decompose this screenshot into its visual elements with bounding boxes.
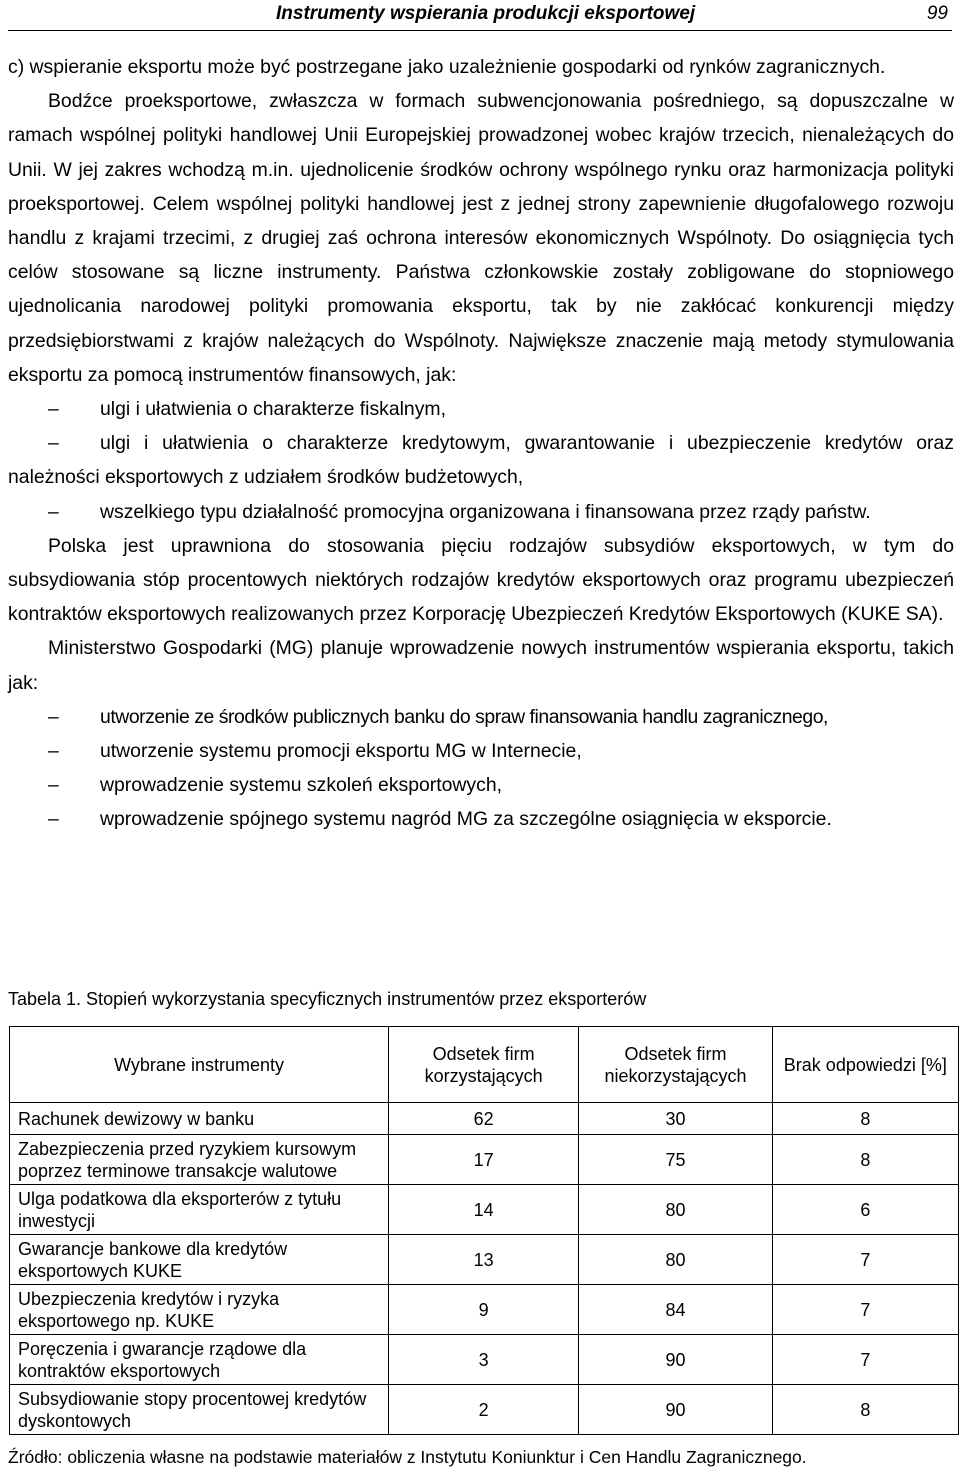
- table-row: [10, 1235, 959, 1285]
- table-row: [10, 1185, 959, 1235]
- column-header: Odsetek firm korzystających: [389, 1027, 579, 1103]
- page-number: 99: [926, 3, 948, 24]
- value-cell: 17: [389, 1135, 579, 1185]
- value-cell: 6: [772, 1185, 958, 1235]
- dash-bullet: –: [48, 398, 59, 421]
- value-cell: 8: [772, 1385, 958, 1435]
- value-cell: 90: [579, 1385, 772, 1435]
- value-cell: 7: [772, 1235, 958, 1285]
- bullet-item: [8, 392, 954, 426]
- table-header-row: [10, 1027, 959, 1103]
- column-header: Wybrane instrumenty: [10, 1027, 389, 1103]
- bullet-text: ulgi i ułatwienia o charakterze fiskalnym,: [100, 398, 446, 421]
- bullet-text: ulgi i ułatwienia o charakterze kredytowym, gwarantowanie i ubezpieczenie kredytów oraz należności eksportowych z udziałem środków budżetowych,: [8, 432, 954, 489]
- paragraph: c) wspieranie eksportu może być postrzegane jako uzależnienie gospodarki od rynków zagranicznych.: [8, 56, 886, 78]
- value-cell: 80: [579, 1185, 772, 1235]
- page-header: [8, 0, 952, 31]
- paragraph: Bodźce proeksportowe, zwłaszcza w formach subwencjonowania pośredniego, są dopuszczalne w ramach wspólnej polityki handlowej Unii Europejskiej prowadzonej wobec krajów trzecich, nienależących do Unii. W jej zakres wchodzą m.in. ujednolicenie środków ochrony wspólnego rynku oraz harmonizacja polityki proeksportowej. Celem wspólnej polityki handlowej jest z jednej strony zapewnienie długofalowego rozwoju handlu z krajami trzecimi, z drugiej zaś ochrona interesów ekonomicznych Wspólnoty. Do osiągnięcia tych celów stosowane są liczne instrumenty. Państwa członkowskie zostały zobligowane do stopniowego ujednolicania narodowej polityki promowania eksportu, tak by nie zakłócać konkurencji między przedsiębiorstwami z krajów należących do Wspólnoty. Największe znaczenie mają metody stymulowania eksportu za pomocą instrumentów finansowych, jak:: [8, 90, 954, 386]
- table-caption: Tabela 1. Stopień wykorzystania specyficznych instrumentów przez eksporterów: [8, 989, 647, 1009]
- value-cell: 8: [772, 1135, 958, 1185]
- paragraph: Polska jest uprawniona do stosowania pięciu rodzajów subsydiów eksportowych, w tym do subsydiowania stóp procentowych niektórych rodzajów kredytów eksportowych oraz programu ubezpieczeń kontraktów eksportowych realizowanych przez Korporację Ubezpieczeń Kredytów Eksportowych (KUKE SA).: [8, 534, 954, 626]
- value-cell: 90: [579, 1335, 772, 1385]
- table-row: [10, 1335, 959, 1385]
- bullet-item: [8, 495, 954, 529]
- value-cell: 7: [772, 1285, 958, 1335]
- dash-bullet: –: [48, 740, 59, 763]
- running-title: Instrumenty wspierania produkcji eksportowej: [276, 3, 696, 24]
- body-text: [8, 50, 954, 837]
- dash-bullet: –: [48, 705, 59, 728]
- instrument-cell: Subsydiowanie stopy procentowej kredytów dyskontowych: [10, 1385, 389, 1435]
- bullet-text: utworzenie systemu promocji eksportu MG w Internecie,: [100, 740, 582, 763]
- value-cell: 62: [389, 1103, 579, 1135]
- bullet-text: utworzenie ze środków publicznych banku do spraw finansowania handlu zagranicznego,: [100, 705, 828, 728]
- value-cell: 30: [579, 1103, 772, 1135]
- bullet-item: [8, 426, 954, 494]
- instrument-cell: Gwarancje bankowe dla kredytów eksportowych KUKE: [10, 1235, 389, 1285]
- table-row: [10, 1285, 959, 1335]
- bullet-text: wprowadzenie systemu szkoleń eksportowych,: [100, 774, 502, 797]
- dash-bullet: –: [48, 500, 59, 523]
- table-row: [10, 1385, 959, 1435]
- instrument-cell: Poręczenia i gwarancje rządowe dla kontraktów eksportowych: [10, 1335, 389, 1385]
- value-cell: 7: [772, 1335, 958, 1385]
- bullet-text: wprowadzenie spójnego systemu nagród MG za szczególne osiągnięcia w eksporcie.: [100, 808, 832, 831]
- instruments-table: [9, 1026, 959, 1435]
- bullet-item: [8, 802, 954, 836]
- instrument-cell: Zabezpieczenia przed ryzykiem kursowym poprzez terminowe transakcje walutowe: [10, 1135, 389, 1185]
- table-row: [10, 1135, 959, 1185]
- bullet-text: wszelkiego typu działalność promocyjna organizowana i finansowana przez rządy państw.: [100, 500, 871, 523]
- value-cell: 13: [389, 1235, 579, 1285]
- value-cell: 14: [389, 1185, 579, 1235]
- value-cell: 80: [579, 1235, 772, 1285]
- value-cell: 2: [389, 1385, 579, 1435]
- dash-bullet: –: [48, 432, 59, 455]
- value-cell: 8: [772, 1103, 958, 1135]
- bullet-item: [8, 768, 954, 802]
- paragraph: Ministerstwo Gospodarki (MG) planuje wprowadzenie nowych instrumentów wspierania eksportu, takich jak:: [8, 637, 954, 694]
- bullet-item: [8, 700, 954, 734]
- value-cell: 9: [389, 1285, 579, 1335]
- column-header: Brak odpowiedzi [%]: [772, 1027, 958, 1103]
- instrument-cell: Rachunek dewizowy w banku: [10, 1103, 389, 1135]
- value-cell: 3: [389, 1335, 579, 1385]
- dash-bullet: –: [48, 808, 59, 831]
- table-source-note: Źródło: obliczenia własne na podstawie materiałów z Instytutu Koniunktur i Cen Handlu Zagranicznego.: [8, 1447, 807, 1467]
- column-header: Odsetek firm niekorzystających: [579, 1027, 772, 1103]
- instrument-cell: Ulga podatkowa dla eksporterów z tytułu inwestycji: [10, 1185, 389, 1235]
- value-cell: 75: [579, 1135, 772, 1185]
- value-cell: 84: [579, 1285, 772, 1335]
- instrument-cell: Ubezpieczenia kredytów i ryzyka eksportowego np. KUKE: [10, 1285, 389, 1335]
- dash-bullet: –: [48, 774, 59, 797]
- bullet-item: [8, 734, 954, 768]
- table-row: [10, 1103, 959, 1135]
